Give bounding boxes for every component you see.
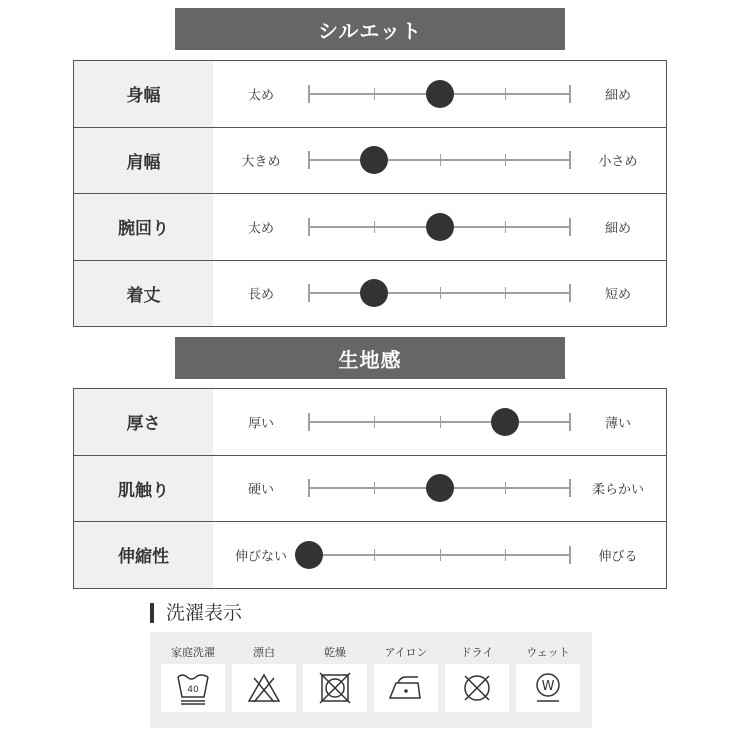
scale-marker — [360, 146, 388, 174]
silhouette-title: シルエット — [317, 18, 423, 43]
scale-end-left — [308, 479, 310, 497]
wash-temp-text: 40 — [187, 685, 199, 695]
scale-tick — [505, 549, 506, 561]
fabric-header — [175, 337, 565, 379]
row-label: 身幅 — [74, 61, 213, 127]
fabric-row — [74, 456, 666, 523]
care-symbols-panel — [150, 632, 592, 728]
silhouette-row — [74, 61, 666, 128]
iron-low-icon — [374, 664, 438, 712]
row-scale-area — [213, 194, 666, 260]
scale-marker — [295, 541, 323, 569]
scale-left-text: 大きめ — [241, 154, 281, 170]
row-scale-area — [213, 61, 666, 127]
care-item-dry — [303, 632, 367, 728]
scale-right-text: 伸びる — [598, 549, 638, 565]
scale-end-left — [308, 284, 310, 302]
scale-end-left — [308, 151, 310, 169]
row-label: 肩幅 — [74, 128, 213, 194]
fabric-row — [74, 389, 666, 456]
care-label: 家庭洗濯 — [171, 646, 215, 659]
care-label: 乾燥 — [324, 646, 346, 659]
scale-marker — [491, 408, 519, 436]
no-tumble-dry-icon — [303, 664, 367, 712]
silhouette-row — [74, 261, 666, 328]
care-label: アイロン — [384, 646, 428, 659]
row-label: 着丈 — [74, 261, 213, 327]
scale-tick — [374, 416, 375, 428]
scale-right-text: 柔らかい — [591, 482, 644, 498]
care-label: ドライ — [460, 646, 494, 659]
scale-marker — [426, 474, 454, 502]
care-item-wet — [516, 632, 580, 728]
scale-right-text: 細め — [604, 221, 631, 237]
fabric-title: 生地感 — [338, 347, 402, 372]
scale-tick — [374, 482, 375, 494]
scale-left-text: 伸びない — [234, 549, 287, 565]
scale-left-text: 長め — [247, 287, 274, 303]
row-scale-area — [213, 522, 666, 588]
fabric-table — [73, 388, 667, 589]
no-bleach-icon — [232, 664, 296, 712]
wash-tub-40-icon — [161, 664, 225, 712]
row-label: 厚さ — [74, 389, 213, 455]
silhouette-row — [74, 194, 666, 261]
scale-tick — [505, 88, 506, 100]
scale-end-left — [308, 413, 310, 431]
scale-tick — [505, 154, 506, 166]
wet-clean-icon — [516, 664, 580, 712]
scale-marker — [360, 279, 388, 307]
row-label: 肌触り — [74, 456, 213, 522]
silhouette-row — [74, 128, 666, 195]
fabric-row — [74, 522, 666, 589]
row-scale-area — [213, 261, 666, 327]
row-scale-area — [213, 456, 666, 522]
scale-tick — [505, 287, 506, 299]
scale-tick — [374, 88, 375, 100]
wet-clean-letter: W — [541, 679, 555, 694]
scale-right-text: 細め — [604, 88, 631, 104]
scale-left-text: 硬い — [247, 482, 274, 498]
row-label: 腕回り — [74, 194, 213, 260]
care-item-bleach — [232, 632, 296, 728]
scale-tick — [440, 154, 441, 166]
scale-tick — [374, 549, 375, 561]
scale-tick — [505, 482, 506, 494]
scale-end-left — [308, 218, 310, 236]
care-item-dry-clean — [445, 632, 509, 728]
row-label: 伸縮性 — [74, 522, 213, 588]
silhouette-table — [73, 60, 667, 327]
scale-tick — [374, 221, 375, 233]
scale-left-text: 太め — [247, 221, 274, 237]
scale-marker — [426, 80, 454, 108]
scale-tick — [440, 549, 441, 561]
care-label: ウェット — [526, 646, 570, 659]
scale-left-text: 厚い — [247, 416, 274, 432]
care-item-iron — [374, 632, 438, 728]
care-item-home-wash — [161, 632, 225, 728]
row-scale-area — [213, 128, 666, 194]
care-label: 漂白 — [253, 646, 275, 659]
no-dry-clean-icon — [445, 664, 509, 712]
row-scale-area — [213, 389, 666, 455]
scale-right-text: 短め — [604, 287, 631, 303]
scale-right-text: 薄い — [604, 416, 631, 432]
care-title: 洗濯表示 — [150, 603, 242, 623]
scale-tick — [440, 287, 441, 299]
scale-tick — [440, 416, 441, 428]
scale-right-text: 小さめ — [598, 154, 638, 170]
scale-tick — [505, 221, 506, 233]
silhouette-header — [175, 8, 565, 50]
scale-left-text: 太め — [247, 88, 274, 104]
scale-marker — [426, 213, 454, 241]
scale-end-left — [308, 85, 310, 103]
